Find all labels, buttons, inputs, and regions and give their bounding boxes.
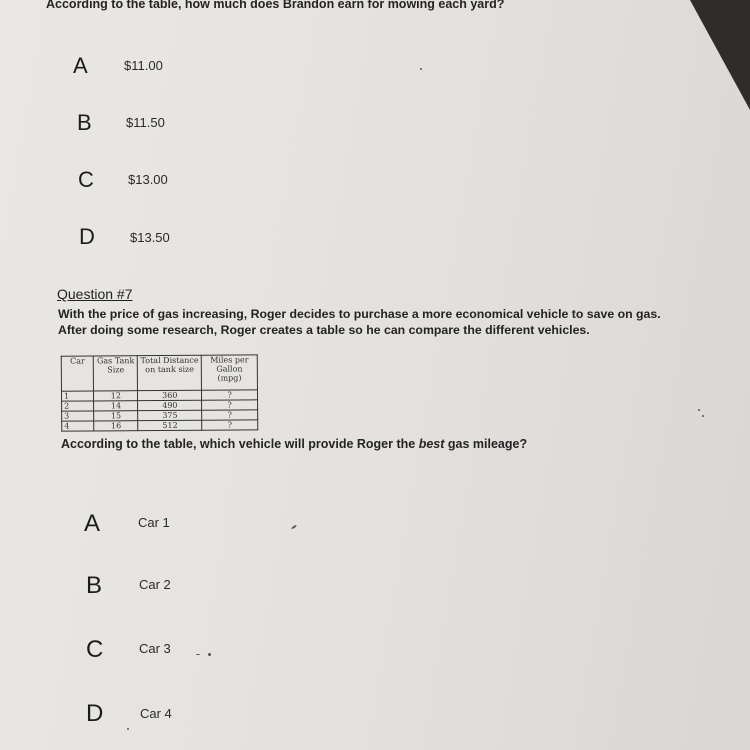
- table-row: [62, 400, 258, 411]
- q7-choice-a-letter[interactable]: A: [84, 510, 101, 537]
- question-7-prompt: [61, 437, 527, 451]
- cell-mpg: ?: [202, 390, 258, 400]
- q6-choice-d-text[interactable]: $13.50: [130, 230, 170, 245]
- cell-tank-size: 16: [94, 421, 138, 431]
- cell-tank-size: 12: [94, 391, 138, 401]
- q7-choice-c-letter[interactable]: C: [86, 636, 104, 663]
- prompt-emphasis: best: [418, 437, 445, 451]
- column-header-car: Car: [61, 356, 94, 391]
- question-7-intro-line-2: After doing some research, Roger creates a table so he can compare the different vehicles.: [58, 323, 590, 337]
- cell-distance: 375: [138, 410, 202, 420]
- question-7-title: Question #7: [57, 286, 133, 302]
- cell-mpg: ?: [202, 400, 258, 410]
- cell-car: 1: [61, 391, 93, 401]
- page-fold-shadow: [690, 0, 750, 110]
- q6-choice-a-text[interactable]: $11.00: [124, 58, 163, 73]
- q6-choice-c-text[interactable]: $13.00: [128, 172, 168, 187]
- prompt-text-start: According to the table, which vehicle will provide Roger the: [61, 437, 419, 451]
- q6-choice-d-letter[interactable]: D: [79, 224, 95, 249]
- q7-choice-b-text[interactable]: Car 2: [139, 577, 171, 592]
- q6-choice-c-letter[interactable]: C: [78, 167, 94, 192]
- cell-car: 2: [62, 401, 94, 411]
- q7-choice-b-letter[interactable]: B: [86, 572, 103, 599]
- question-6-prompt: According to the table, how much does Brandon earn for mowing each yard?: [46, 0, 505, 11]
- pencil-mark: [196, 654, 200, 655]
- q7-choice-d-letter[interactable]: D: [86, 700, 104, 727]
- column-header-miles-per-gallon: Miles per Gallon (mpg): [201, 355, 257, 390]
- table-row: [61, 390, 257, 401]
- table-row: [62, 420, 258, 431]
- pencil-mark: [291, 524, 297, 529]
- column-header-total-distance: Total Distance on tank size: [138, 355, 202, 390]
- column-header-gas-tank-size: Gas Tank Size: [94, 356, 138, 391]
- cell-distance: 490: [138, 400, 202, 410]
- cell-mpg: ?: [202, 420, 258, 430]
- cell-distance: 360: [138, 390, 202, 400]
- pencil-mark: [698, 409, 700, 411]
- table-row: [62, 410, 258, 421]
- q6-choice-b-letter[interactable]: B: [77, 110, 92, 135]
- q6-choice-b-text[interactable]: $11.50: [126, 115, 165, 130]
- q7-choice-a-text[interactable]: Car 1: [138, 515, 170, 530]
- cell-car: 4: [62, 421, 94, 431]
- q7-choice-c-text[interactable]: Car 3: [139, 641, 171, 656]
- table-header-row: [61, 355, 257, 391]
- pencil-mark: [208, 653, 211, 656]
- prompt-text-end: gas mileage?: [444, 437, 528, 451]
- q6-choice-a-letter[interactable]: A: [73, 53, 88, 78]
- vehicle-comparison-table: [61, 354, 259, 431]
- pencil-mark: [702, 415, 704, 417]
- pencil-mark: [420, 68, 422, 70]
- pencil-mark: [127, 728, 129, 730]
- cell-car: 3: [62, 411, 94, 421]
- question-7-intro-line-1: With the price of gas increasing, Roger decides to purchase a more economical vehicle to save on gas.: [58, 307, 661, 321]
- q7-choice-d-text[interactable]: Car 4: [140, 706, 172, 721]
- cell-tank-size: 15: [94, 411, 138, 421]
- cell-tank-size: 14: [94, 401, 138, 411]
- cell-mpg: ?: [202, 410, 258, 420]
- cell-distance: 512: [138, 420, 202, 430]
